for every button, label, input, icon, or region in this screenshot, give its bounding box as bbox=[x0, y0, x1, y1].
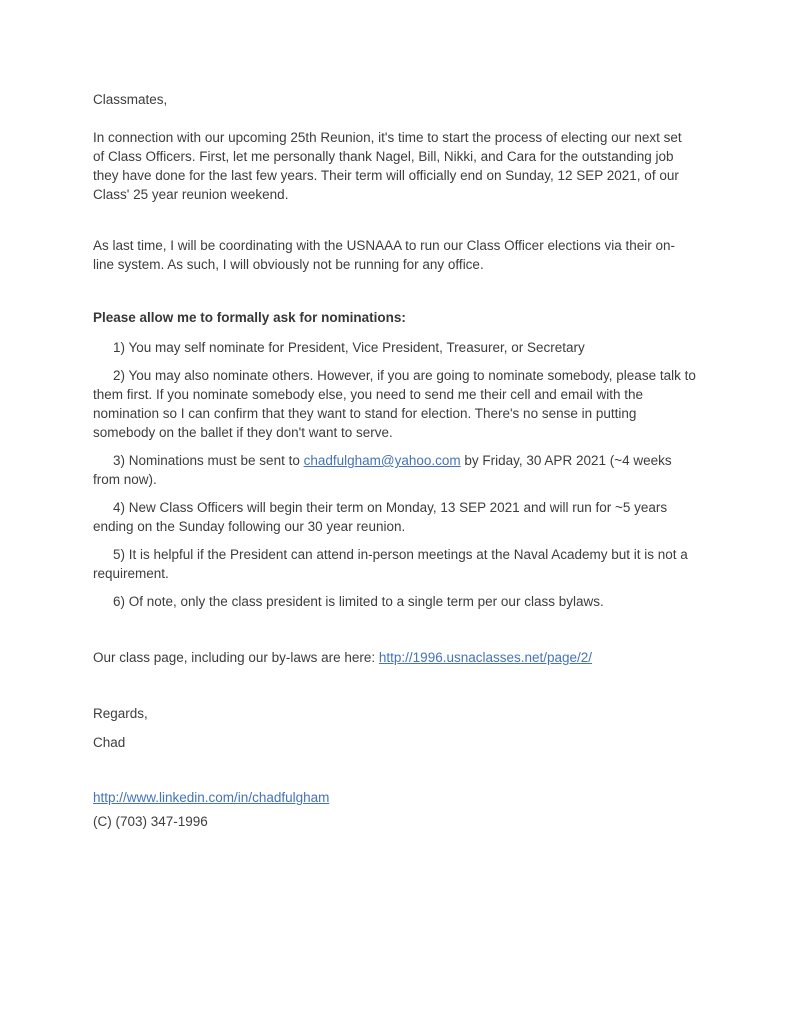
nomination-item-4: 4) New Class Officers will begin their term on Monday, 13 SEP 2021 and will run for ~5 years ending on the Sunday following our 30 year reunion. bbox=[93, 500, 668, 534]
linkedin-link[interactable]: http://www.linkedin.com/in/chadfulgham bbox=[93, 790, 330, 805]
phone-number: (C) (703) 347-1996 bbox=[93, 814, 208, 829]
nomination-item-3 bbox=[93, 451, 696, 489]
nomination-item-1: 1) You may self nominate for President, Vice President, Treasurer, or Secretary bbox=[113, 340, 585, 355]
paragraph-usnaaa-elections: As last time, I will be coordinating with the USNAAA to run our Class Officer elections via their on-line system. As such, I will obviously not be running for any office. bbox=[93, 238, 676, 272]
nominations-heading: Please allow me to formally ask for nominations: bbox=[93, 310, 406, 325]
closing: Regards, bbox=[93, 706, 148, 721]
salutation: Classmates, bbox=[93, 92, 168, 107]
email-link[interactable]: chadfulgham@yahoo.com bbox=[303, 453, 461, 468]
item3-text-post: by Friday, 30 APR 2021 (~4 weeks from now). bbox=[93, 453, 672, 487]
paragraph-reunion-intro: In connection with our upcoming 25th Reunion, it's time to start the process of electing our next set of Class Officers. First, let me personally thank Nagel, Bill, Nikki, and Cara for the outstanding job they have done for the last few years. Their term will officially end on Sunday, 12 SEP 2021, of our Class' 25 year reunion weekend. bbox=[93, 130, 682, 202]
class-page-line bbox=[93, 648, 696, 667]
nomination-item-6: 6) Of note, only the class president is limited to a single term per our class bylaws. bbox=[113, 594, 604, 609]
item3-text-pre: 3) Nominations must be sent to bbox=[113, 453, 304, 468]
class-page-link[interactable]: http://1996.usnaclasses.net/page/2/ bbox=[378, 650, 593, 665]
classpage-text-pre: Our class page, including our by-laws are here: bbox=[93, 650, 379, 665]
signature: Chad bbox=[93, 735, 126, 750]
letter-content bbox=[93, 90, 696, 831]
nomination-item-2: 2) You may also nominate others. However, if you are going to nominate somebody, please talk to them first. If you nominate somebody else, you need to send me their cell and email with the nomination so I can confirm that they want to stand for election. There's no sense in putting somebody on the ballet if they don't want to serve. bbox=[93, 368, 696, 440]
nomination-item-5: 5) It is helpful if the President can attend in-person meetings at the Naval Academy but it is not a requirement. bbox=[93, 547, 688, 581]
linkedin-line bbox=[93, 788, 696, 807]
